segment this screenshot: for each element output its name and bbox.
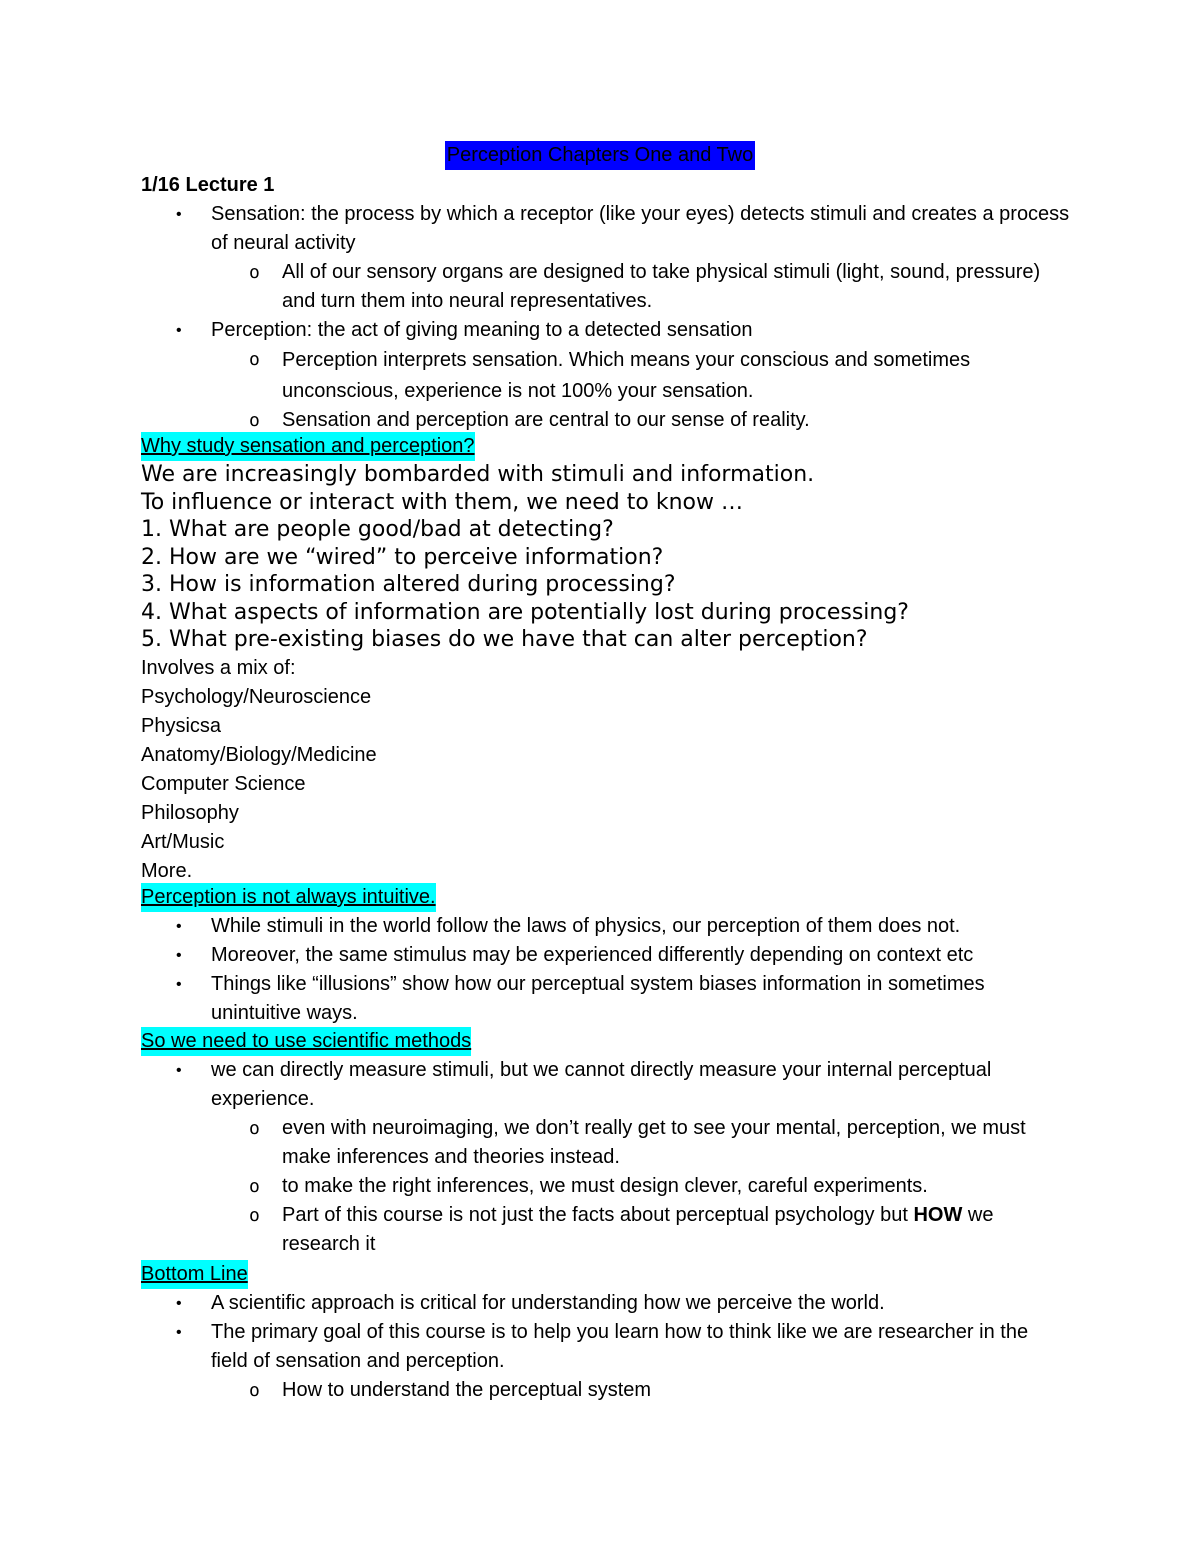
- intuitive-section: [141, 883, 1071, 1028]
- sub-list-item-text-before: Part of this course is not just the facts about perceptual psychology but: [282, 1204, 914, 1226]
- sub-list-item-text: How to understand the perceptual system: [282, 1379, 652, 1401]
- title-row: [0, 141, 1200, 170]
- list-item: [141, 912, 1071, 941]
- why-heading: Why study sensation and perception?: [141, 432, 475, 461]
- mix-line: Psychology/Neuroscience: [141, 686, 372, 708]
- mix-line: Philosophy: [141, 802, 239, 824]
- mix-line: Involves a mix of:: [141, 657, 296, 679]
- list-item: [141, 1056, 1001, 1114]
- bullet-icon: •: [176, 947, 182, 964]
- list-item: [141, 1289, 1071, 1318]
- sub-list-item-text: even with neuroimaging, we don’t really get to see your mental, perception, we must make inferences and theories instead.: [282, 1117, 1026, 1168]
- methods-section: [141, 1027, 1071, 1259]
- list-item-text: Sensation: the process by which a receptor (like your eyes) detects stimuli and creates a process of neural activity: [211, 203, 1070, 254]
- list-item-text: Things like “illusions” show how our perceptual system biases information in sometimes unintuitive ways.: [211, 973, 985, 1024]
- circle-bullet-icon: o: [249, 1118, 260, 1139]
- list-item: [141, 941, 1071, 970]
- bottom-heading: Bottom Line: [141, 1260, 248, 1289]
- list-item-text: Perception: the act of giving meaning to a detected sensation: [211, 319, 753, 341]
- bullet-icon: •: [176, 976, 182, 993]
- sub-list-item-text: Perception interprets sensation. Which means your conscious and sometimes unconscious, experience is not 100% your sensation.: [282, 349, 971, 402]
- why-section: [141, 432, 1071, 654]
- bullet-icon: •: [176, 1324, 182, 1341]
- why-line: We are increasingly bombarded with stimuli and information.: [141, 462, 815, 487]
- mix-section: [141, 654, 1071, 886]
- bullet-icon: •: [176, 1062, 182, 1079]
- why-line: 3. How is information altered during processing?: [141, 572, 676, 597]
- why-line: 5. What pre-existing biases do we have that can alter perception?: [141, 627, 868, 652]
- intuitive-heading: Perception is not always intuitive.: [141, 883, 436, 912]
- why-line: To influence or interact with them, we need to know …: [141, 489, 743, 515]
- mix-line: Physicsa: [141, 715, 222, 737]
- sub-list-item: [141, 258, 1071, 316]
- sub-list-item: [141, 1201, 1072, 1259]
- list-item: [141, 970, 1071, 1028]
- circle-bullet-icon: o: [249, 349, 260, 370]
- list-item-text: we can directly measure stimuli, but we cannot directly measure your internal perceptual experience.: [211, 1059, 992, 1110]
- methods-heading: So we need to use scientific methods: [141, 1027, 471, 1056]
- lecture-heading: 1/16 Lecture 1: [141, 174, 275, 196]
- bottom-section: [141, 1260, 1071, 1405]
- sub-list-item-text-after: we research it: [282, 1204, 994, 1255]
- lecture-section: [141, 171, 1071, 435]
- list-item-text: The primary goal of this course is to help you learn how to think like we are researcher in the field of sensation and perception.: [211, 1321, 1029, 1372]
- circle-bullet-icon: o: [249, 1380, 260, 1401]
- mix-line: Anatomy/Biology/Medicine: [141, 744, 377, 766]
- list-item-text: Moreover, the same stimulus may be experienced differently depending on context etc: [211, 944, 974, 966]
- why-lines: [141, 461, 1071, 654]
- bullet-icon: •: [176, 918, 182, 935]
- mix-line: Computer Science: [141, 773, 306, 795]
- list-item-text: While stimuli in the world follow the laws of physics, our perception of them does not.: [211, 915, 961, 937]
- list-item-text: A scientific approach is critical for understanding how we perceive the world.: [211, 1292, 885, 1314]
- circle-bullet-icon: o: [249, 410, 260, 431]
- bullet-icon: •: [176, 1295, 182, 1312]
- sub-list-item-emphasis: HOW: [913, 1204, 963, 1226]
- circle-bullet-icon: o: [249, 1176, 260, 1197]
- sub-list-item-text: to make the right inferences, we must design clever, careful experiments.: [282, 1175, 928, 1197]
- sub-list-item: [141, 345, 1042, 406]
- bullet-icon: •: [176, 322, 182, 339]
- why-line: 2. How are we “wired” to perceive information?: [141, 544, 664, 570]
- list-item: [141, 316, 1071, 345]
- sub-list-item: [141, 1376, 1071, 1405]
- document-title: Perception Chapters One and Two: [445, 141, 755, 170]
- why-line: 4. What aspects of information are potentially lost during processing?: [141, 599, 909, 625]
- bullet-icon: •: [176, 206, 182, 223]
- mix-line: More.: [141, 860, 193, 882]
- sub-list-item: [141, 1172, 1071, 1201]
- sub-list-item: [141, 406, 1071, 435]
- why-line: 1. What are people good/bad at detecting?: [141, 517, 614, 542]
- circle-bullet-icon: o: [249, 1205, 260, 1226]
- mix-line: Art/Music: [141, 831, 225, 853]
- circle-bullet-icon: o: [249, 262, 260, 283]
- sub-list-item-text: Sensation and perception are central to our sense of reality.: [282, 409, 810, 431]
- sub-list-item: [141, 1114, 1052, 1172]
- sub-list-item-text: All of our sensory organs are designed to take physical stimuli (light, sound, pressure) and turn them into neural representatives.: [282, 261, 1041, 312]
- list-item: [141, 200, 1071, 258]
- list-item: [141, 1318, 1041, 1376]
